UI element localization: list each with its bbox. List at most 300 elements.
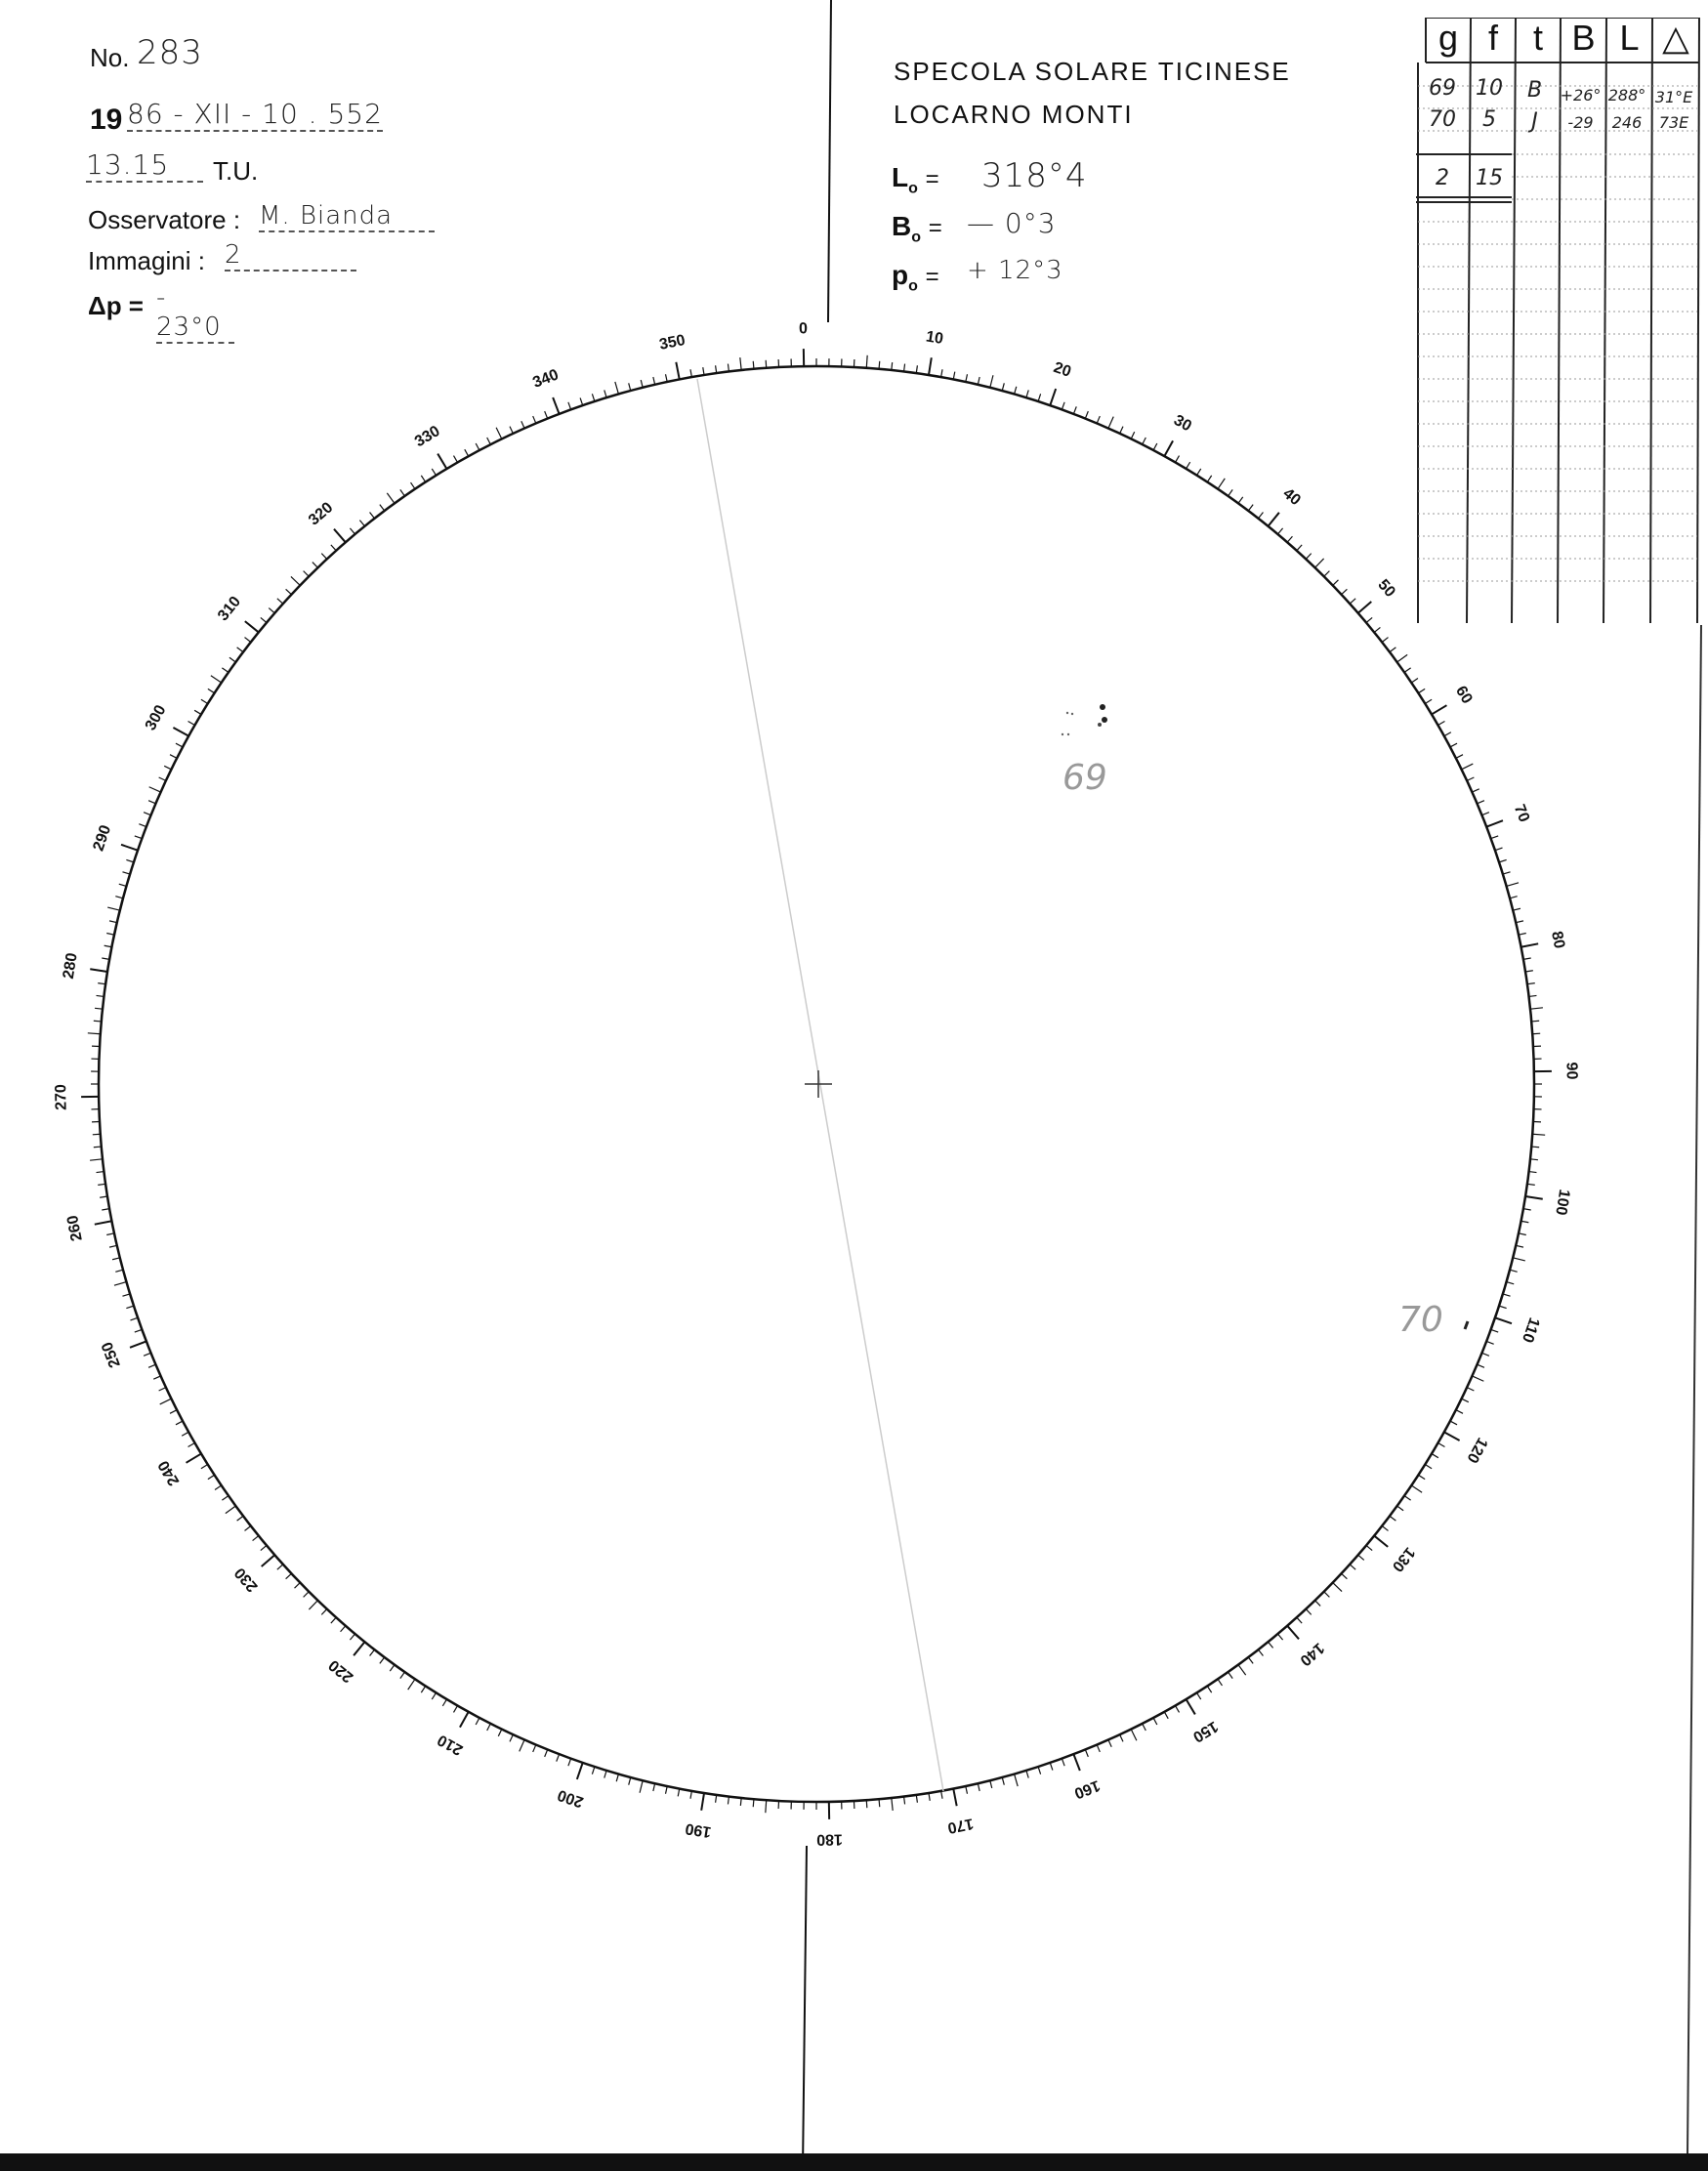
degree-tick bbox=[208, 1475, 215, 1479]
degree-tick bbox=[1432, 1454, 1438, 1458]
delta-p-value: - 23°0 bbox=[156, 283, 234, 344]
degree-tick bbox=[465, 449, 469, 456]
degree-tick bbox=[1050, 1763, 1053, 1771]
bottom-reference-line bbox=[803, 1846, 807, 2171]
degree-label: 50 bbox=[1374, 576, 1398, 601]
degree-tick bbox=[201, 699, 208, 703]
degree-tick bbox=[1521, 943, 1538, 946]
degree-tick bbox=[1269, 513, 1279, 526]
degree-tick bbox=[187, 1454, 201, 1463]
degree-tick bbox=[229, 657, 235, 662]
degree-tick bbox=[1229, 489, 1233, 496]
sunspot-group-69-label: 69 bbox=[1062, 758, 1107, 798]
observatory-title: SPECOLA SOLARE TICINESE bbox=[894, 57, 1291, 86]
degree-tick bbox=[408, 1679, 415, 1690]
sunspot bbox=[1102, 717, 1107, 723]
degree-tick bbox=[1120, 427, 1123, 434]
degree-tick bbox=[1467, 1388, 1474, 1391]
table-row-1-g: 69 bbox=[1429, 76, 1456, 101]
degree-tick bbox=[892, 362, 893, 370]
degree-tick bbox=[245, 638, 251, 643]
degree-label: 10 bbox=[924, 328, 945, 349]
degree-tick bbox=[295, 1583, 301, 1589]
degree-tick bbox=[1108, 417, 1113, 429]
table-header-delta: △ bbox=[1662, 18, 1689, 58]
sunspot-group-69 bbox=[1062, 704, 1107, 798]
degree-tick bbox=[533, 416, 536, 423]
degree-tick bbox=[1499, 1306, 1507, 1308]
delta-p-label: Δp = bbox=[88, 291, 144, 320]
degree-tick bbox=[226, 1506, 236, 1514]
degree-tick bbox=[1462, 1399, 1469, 1402]
degree-tick bbox=[188, 722, 195, 726]
date-prefix: 19 bbox=[90, 104, 123, 136]
table-row-1-delta: 31°E bbox=[1654, 88, 1693, 106]
degree-tick bbox=[1516, 1245, 1523, 1247]
degree-tick bbox=[990, 375, 993, 388]
table-row-1-f: 10 bbox=[1476, 76, 1503, 101]
degree-tick bbox=[100, 1196, 107, 1197]
observatory-location: LOCARNO MONTI bbox=[894, 100, 1134, 129]
degree-tick bbox=[978, 377, 979, 385]
degree-tick bbox=[106, 934, 114, 936]
degree-tick bbox=[321, 1609, 326, 1615]
degree-tick bbox=[309, 1601, 317, 1609]
degree-tick bbox=[1238, 1665, 1246, 1676]
degree-tick bbox=[130, 1341, 146, 1347]
table-header-l: L bbox=[1619, 18, 1640, 58]
degree-tick bbox=[1530, 1008, 1543, 1009]
degree-tick bbox=[1085, 411, 1088, 418]
degree-tick bbox=[1062, 1759, 1064, 1767]
p0-label: $p_o$ = bbox=[892, 260, 939, 295]
table-row-2-g: 70 bbox=[1429, 107, 1456, 132]
degree-tick bbox=[545, 411, 548, 418]
degree-tick bbox=[121, 845, 138, 851]
degree-tick bbox=[1315, 1601, 1321, 1607]
degree-tick bbox=[1382, 638, 1388, 643]
degree-tick bbox=[753, 361, 754, 369]
degree-tick bbox=[1495, 1317, 1512, 1323]
degree-tick bbox=[1438, 1443, 1445, 1447]
degree-tick bbox=[1196, 469, 1200, 476]
degree-label: 140 bbox=[1296, 1639, 1327, 1669]
degree-tick bbox=[1196, 1692, 1200, 1699]
degree-tick bbox=[629, 1777, 631, 1785]
degree-tick bbox=[703, 367, 704, 375]
degree-tick bbox=[164, 766, 171, 770]
degree-tick bbox=[173, 728, 188, 736]
degree-tick bbox=[304, 1592, 310, 1598]
degree-tick bbox=[1519, 1233, 1526, 1235]
degree-tick bbox=[690, 369, 691, 377]
degree-label: 60 bbox=[1451, 683, 1476, 707]
degree-tick bbox=[701, 1793, 704, 1811]
degree-label: 250 bbox=[99, 1339, 124, 1370]
degree-tick bbox=[159, 777, 166, 780]
degree-tick bbox=[1444, 1432, 1460, 1440]
degree-tick bbox=[454, 1706, 458, 1713]
degree-tick bbox=[1411, 1485, 1422, 1492]
table-total-groups: 2 bbox=[1436, 166, 1449, 190]
degree-tick bbox=[170, 755, 177, 759]
sheet-number-value: 283 bbox=[137, 33, 203, 72]
degree-tick bbox=[1510, 897, 1518, 898]
degree-tick bbox=[1507, 883, 1519, 887]
degree-tick bbox=[1153, 443, 1157, 450]
degree-tick bbox=[916, 365, 917, 373]
images-value: 2 bbox=[225, 240, 356, 271]
sunspot bbox=[1098, 723, 1102, 727]
degree-tick bbox=[753, 1799, 754, 1807]
degree-label: 330 bbox=[411, 423, 443, 451]
degree-tick bbox=[460, 1712, 469, 1728]
degree-tick bbox=[144, 813, 150, 815]
degree-tick bbox=[1350, 599, 1355, 604]
p0-value: + 12°3 bbox=[967, 256, 1063, 285]
degree-tick bbox=[1218, 1679, 1222, 1686]
degree-tick bbox=[432, 1692, 436, 1699]
degree-label: 320 bbox=[306, 499, 337, 529]
degree-tick bbox=[380, 1657, 385, 1663]
table-row-1-t: B bbox=[1526, 78, 1543, 103]
degree-tick bbox=[1176, 1706, 1180, 1713]
images-label: Immagini : bbox=[88, 246, 205, 275]
degree-tick bbox=[728, 364, 729, 372]
degree-tick bbox=[640, 1780, 643, 1793]
degree-tick bbox=[487, 438, 491, 444]
degree-label: 200 bbox=[555, 1785, 586, 1811]
degree-tick bbox=[97, 1172, 104, 1173]
degree-tick bbox=[1523, 1209, 1531, 1210]
degree-tick bbox=[421, 1686, 425, 1692]
degree-label: 270 bbox=[53, 1083, 70, 1110]
degree-label: 110 bbox=[1518, 1315, 1543, 1345]
degree-tick bbox=[93, 1134, 101, 1135]
degree-tick bbox=[104, 945, 112, 947]
degree-tick bbox=[580, 397, 583, 405]
degree-tick bbox=[1002, 383, 1004, 391]
degree-tick bbox=[1143, 1724, 1146, 1731]
degree-tick bbox=[159, 1388, 166, 1391]
degree-tick bbox=[604, 1771, 606, 1778]
degree-tick bbox=[592, 394, 594, 401]
degree-tick bbox=[1324, 571, 1330, 577]
degree-tick bbox=[766, 1800, 767, 1813]
degree-tick bbox=[222, 1496, 229, 1501]
degree-tick bbox=[312, 563, 318, 568]
degree-label: 290 bbox=[90, 822, 115, 854]
degree-tick bbox=[1481, 813, 1488, 815]
sunspot bbox=[1067, 733, 1069, 735]
degree-tick bbox=[1444, 732, 1451, 736]
degree-label: 230 bbox=[231, 1564, 262, 1595]
degree-tick bbox=[1397, 1506, 1403, 1511]
sheet-number-label: No. bbox=[90, 43, 130, 72]
degree-tick bbox=[119, 884, 127, 886]
degree-tick bbox=[201, 1464, 208, 1468]
degree-label: 0 bbox=[798, 320, 809, 338]
degree-tick bbox=[1324, 1592, 1330, 1598]
degree-label: 30 bbox=[1170, 411, 1194, 436]
l0-value: 318°4 bbox=[981, 156, 1088, 195]
degree-tick bbox=[350, 528, 354, 534]
sunspot-group-70 bbox=[1398, 1300, 1468, 1340]
degree-tick bbox=[553, 397, 559, 414]
degree-tick bbox=[135, 1329, 143, 1332]
degree-tick bbox=[341, 1626, 346, 1632]
date-value: 86 - XII - 10 . 552 bbox=[127, 98, 383, 130]
degree-tick bbox=[1287, 1626, 1299, 1640]
degree-tick bbox=[476, 1718, 479, 1725]
degree-tick bbox=[1229, 1672, 1233, 1679]
degree-tick bbox=[334, 529, 346, 543]
degree-tick bbox=[112, 1258, 120, 1260]
degree-tick bbox=[1529, 995, 1537, 996]
time-unit: T.U. bbox=[213, 156, 259, 186]
degree-tick bbox=[1269, 1642, 1273, 1648]
degree-tick bbox=[245, 621, 259, 632]
degree-tick bbox=[866, 355, 867, 368]
degree-tick bbox=[510, 427, 513, 434]
degree-tick bbox=[1333, 1583, 1342, 1592]
table-header-t: t bbox=[1532, 18, 1543, 58]
degree-tick bbox=[1238, 497, 1243, 503]
degree-tick bbox=[1038, 394, 1040, 401]
degree-tick bbox=[331, 1617, 336, 1623]
degree-tick bbox=[1297, 545, 1302, 551]
degree-tick bbox=[533, 1745, 536, 1752]
degree-tick bbox=[1277, 528, 1282, 534]
degree-tick bbox=[629, 383, 631, 391]
degree-tick bbox=[1478, 1364, 1484, 1367]
degree-tick bbox=[370, 513, 375, 519]
degree-tick bbox=[176, 1421, 183, 1425]
degree-tick bbox=[1297, 1617, 1302, 1623]
degree-tick bbox=[1527, 1184, 1535, 1185]
degree-tick bbox=[1527, 983, 1535, 984]
degree-tick bbox=[1530, 1159, 1538, 1160]
central-meridian bbox=[697, 379, 943, 1791]
degree-tick bbox=[1382, 1526, 1388, 1531]
degree-tick bbox=[520, 1739, 524, 1751]
degree-tick bbox=[208, 689, 215, 692]
degree-label: 20 bbox=[1051, 358, 1073, 381]
degree-tick bbox=[1456, 755, 1463, 759]
degree-tick bbox=[904, 1797, 905, 1805]
degree-tick bbox=[1491, 836, 1499, 839]
degree-tick bbox=[286, 589, 292, 594]
degree-tick bbox=[1513, 1258, 1525, 1261]
degree-tick bbox=[615, 382, 619, 394]
degree-label: 300 bbox=[142, 702, 170, 733]
degree-tick bbox=[1397, 654, 1408, 662]
degree-tick bbox=[1085, 1749, 1088, 1756]
degree-tick bbox=[666, 1786, 668, 1794]
degree-tick bbox=[1073, 1754, 1079, 1771]
degree-tick bbox=[676, 362, 679, 380]
b0-label: $B_o$ = bbox=[892, 211, 942, 246]
degree-tick bbox=[400, 1672, 405, 1679]
degree-tick bbox=[350, 1634, 354, 1640]
degree-tick bbox=[1374, 627, 1380, 632]
degree-tick bbox=[211, 676, 222, 683]
degree-tick bbox=[1366, 617, 1372, 622]
degree-label: 130 bbox=[1388, 1543, 1418, 1575]
degree-tick bbox=[1525, 971, 1533, 972]
degree-tick bbox=[1306, 554, 1311, 560]
degree-tick bbox=[1366, 1545, 1372, 1550]
degree-tick bbox=[1026, 390, 1028, 397]
degree-tick bbox=[641, 380, 643, 388]
degree-tick bbox=[866, 1800, 867, 1808]
degree-tick bbox=[1486, 1341, 1493, 1344]
degree-tick bbox=[1510, 1270, 1518, 1272]
degree-label: 310 bbox=[215, 593, 245, 625]
degree-tick bbox=[130, 1317, 138, 1320]
degree-tick bbox=[916, 1795, 917, 1803]
top-reference-line bbox=[828, 0, 831, 322]
degree-tick bbox=[604, 390, 606, 397]
degree-tick bbox=[411, 482, 415, 489]
degree-label: 80 bbox=[1548, 930, 1568, 950]
degree-tick bbox=[188, 1443, 195, 1447]
degree-tick bbox=[304, 571, 310, 577]
degree-tick bbox=[215, 1485, 222, 1489]
degree-tick bbox=[291, 576, 300, 585]
degree-label: 70 bbox=[1510, 802, 1533, 825]
degree-tick bbox=[1481, 1353, 1488, 1356]
degree-tick bbox=[568, 1759, 571, 1767]
degree-tick bbox=[437, 454, 446, 469]
degree-tick bbox=[115, 1270, 123, 1272]
degree-tick bbox=[1478, 801, 1484, 804]
degree-tick bbox=[653, 377, 655, 385]
degree-tick bbox=[1108, 1739, 1111, 1746]
degree-tick bbox=[1026, 1771, 1028, 1778]
degree-tick bbox=[1120, 1734, 1123, 1741]
degree-tick bbox=[487, 1724, 491, 1731]
degree-label: 190 bbox=[684, 1819, 713, 1841]
degree-tick bbox=[1507, 1282, 1515, 1284]
observer-label: Osservatore : bbox=[88, 205, 241, 234]
degree-tick bbox=[1531, 1021, 1539, 1022]
degree-tick bbox=[370, 1649, 375, 1655]
degree-tick bbox=[1207, 1686, 1211, 1692]
degree-tick bbox=[321, 554, 326, 560]
degree-tick bbox=[380, 505, 385, 511]
table-row-1-b: +26° bbox=[1560, 86, 1602, 104]
degree-label: 180 bbox=[815, 1830, 843, 1848]
degree-label: 210 bbox=[435, 1731, 466, 1759]
degree-tick bbox=[261, 617, 267, 622]
degree-label: 40 bbox=[1279, 484, 1304, 510]
degree-label: 170 bbox=[945, 1815, 976, 1836]
degree-tick bbox=[740, 357, 741, 370]
degree-tick bbox=[421, 476, 425, 482]
degree-tick bbox=[237, 647, 243, 652]
sunspot bbox=[1465, 1321, 1468, 1329]
degree-tick bbox=[966, 1786, 968, 1794]
degree-tick bbox=[1503, 872, 1511, 874]
degree-tick bbox=[1390, 1516, 1396, 1521]
degree-label: 150 bbox=[1189, 1717, 1222, 1745]
degree-tick bbox=[1248, 505, 1253, 511]
degree-tick bbox=[331, 545, 336, 551]
table-header-f: f bbox=[1487, 18, 1498, 58]
degree-tick bbox=[261, 1545, 267, 1550]
degree-label: 260 bbox=[64, 1213, 86, 1243]
right-edge-line bbox=[1687, 625, 1701, 2153]
degree-tick bbox=[728, 1797, 729, 1805]
table-row-2-t: J bbox=[1531, 109, 1538, 134]
degree-tick bbox=[122, 1294, 130, 1296]
time-value: 13.15 bbox=[86, 148, 203, 183]
degree-tick bbox=[1164, 1712, 1168, 1719]
degree-tick bbox=[95, 1221, 112, 1224]
degree-tick bbox=[97, 995, 104, 996]
degree-tick bbox=[1187, 462, 1190, 469]
degree-tick bbox=[387, 493, 395, 504]
degree-label: 280 bbox=[60, 951, 81, 981]
degree-tick bbox=[1450, 1421, 1457, 1425]
degree-tick bbox=[904, 364, 905, 372]
degree-tick bbox=[716, 1795, 717, 1803]
degree-tick bbox=[88, 1033, 101, 1034]
degree-tick bbox=[1390, 647, 1396, 652]
degree-tick bbox=[1462, 764, 1474, 770]
degree-tick bbox=[126, 859, 134, 861]
degree-tick bbox=[400, 489, 405, 496]
degree-tick bbox=[766, 360, 767, 368]
degree-tick bbox=[990, 1780, 992, 1788]
degree-tick bbox=[442, 1699, 446, 1706]
degree-label: 90 bbox=[1562, 1062, 1580, 1080]
degree-tick bbox=[496, 428, 502, 439]
sunspot bbox=[1066, 712, 1068, 714]
degree-tick bbox=[1425, 1464, 1432, 1468]
degree-tick bbox=[510, 1734, 513, 1741]
table-header-g: g bbox=[1437, 18, 1459, 58]
degree-tick bbox=[94, 1147, 102, 1148]
degree-tick bbox=[286, 1573, 292, 1578]
degree-tick bbox=[1438, 722, 1445, 726]
degree-tick bbox=[114, 1282, 126, 1286]
degree-tick bbox=[1358, 602, 1372, 613]
degree-tick bbox=[1532, 1033, 1540, 1034]
degree-tick bbox=[1015, 1774, 1019, 1786]
degree-tick bbox=[1491, 1329, 1499, 1332]
degree-tick bbox=[690, 1791, 691, 1799]
degree-tick bbox=[1143, 438, 1146, 444]
table-row-2-b: -29 bbox=[1567, 113, 1594, 132]
degree-tick bbox=[153, 1376, 160, 1379]
sunspot bbox=[1071, 713, 1073, 715]
degree-tick bbox=[107, 907, 120, 910]
degree-tick bbox=[1358, 1555, 1364, 1560]
degree-tick bbox=[1418, 1475, 1425, 1479]
degree-tick bbox=[122, 872, 130, 874]
degree-tick bbox=[616, 1774, 618, 1782]
degree-tick bbox=[126, 1306, 134, 1308]
degree-tick bbox=[740, 1798, 741, 1806]
degree-tick bbox=[1248, 1657, 1253, 1663]
degree-tick bbox=[1495, 848, 1503, 851]
degree-tick bbox=[160, 1399, 172, 1404]
degree-tick bbox=[90, 969, 107, 972]
degree-tick bbox=[545, 1749, 548, 1756]
scan-bottom-edge bbox=[0, 2153, 1708, 2171]
